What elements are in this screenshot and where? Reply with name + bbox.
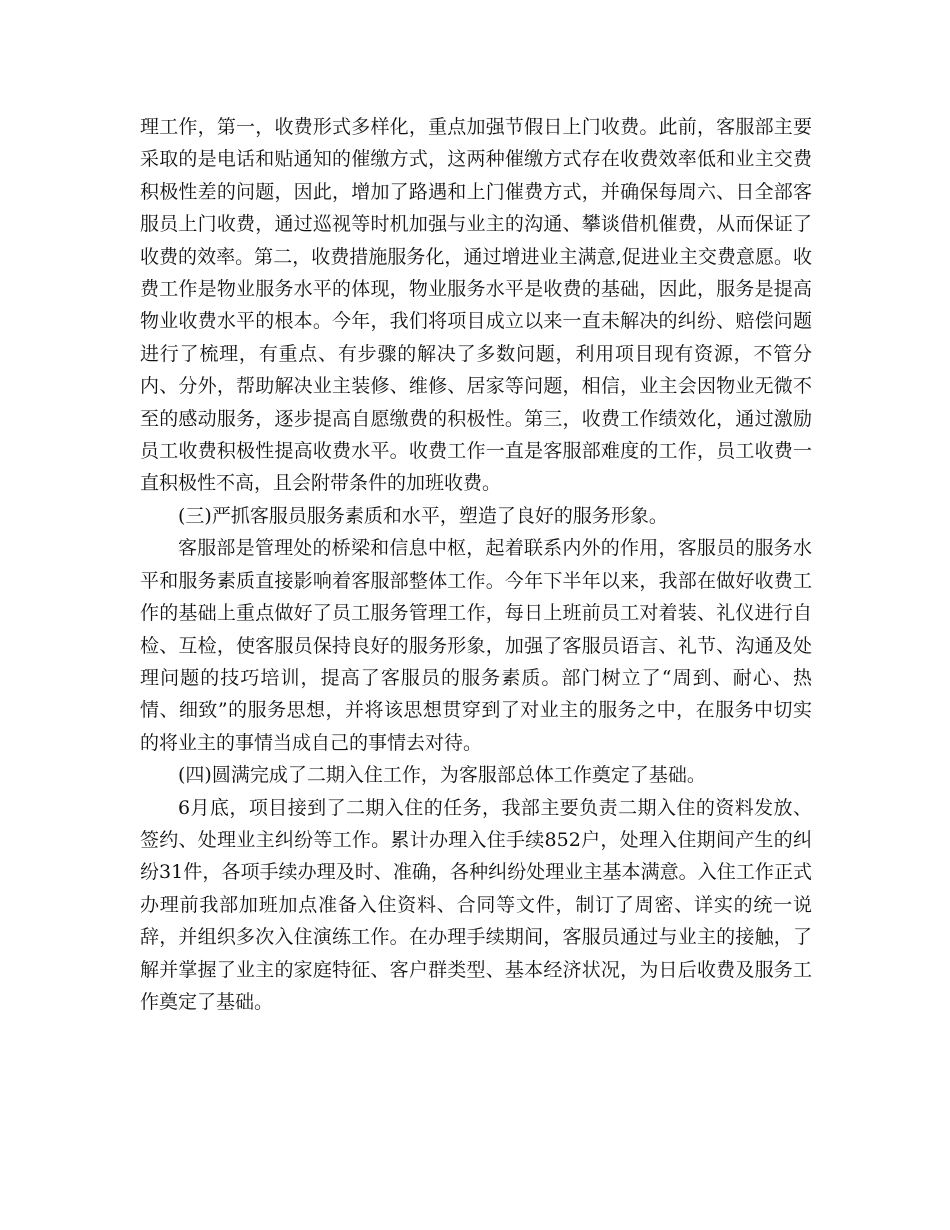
- paragraph-fee-collection: 理工作，第一，收费形式多样化，重点加强节假日上门收费。此前，客服部主要采取的是电话和贴通知的催缴方式，这两种催缴方式存在收费效率低和业主交费积极性差的问题，因此，增加了路遇和上门催费方式，并确保每周六、日全部客服员上门收费，通过巡视等时机加强与业主的沟通、攀谈借机催费，从而保证了收费的效率。第二，收费措施服务化，通过增进业主满意,促进业主交费意愿。收费工作是物业服务水平的体现，物业服务水平是收费的基础，因此，服务是提高物业收费水平的根本。今年，我们将项目成立以来一直未解决的纠纷、赔偿问题进行了梳理，有重点、有步骤的解决了多数问题，利用项目现有资源，不管分内、分外，帮助解决业主装修、维修、居家等问题，相信，业主会因物业无微不至的感动服务，逐步提高自愿缴费的积极性。第三，收费工作绩效化，通过激励员工收费积极性提高收费水平。收费工作一直是客服部难度的工作，员工收费一直积极性不高，且会附带条件的加班收费。: [140, 116, 812, 495]
- heading-section-three: (三)严抓客服员服务素质和水平，塑造了良好的服务形象。: [178, 504, 668, 527]
- heading-section-four: (四)圆满完成了二期入住工作，为客服部总体工作奠定了基础。: [178, 764, 706, 787]
- document-body: [140, 111, 812, 1018]
- paragraph-service-quality: 客服部是管理处的桥梁和信息中枢，起着联系内外的作用，客服员的服务水平和服务素质直接影响着客服部整体工作。今年下半年以来，我部在做好收费工作的基础上重点做好了员工服务管理工作，每日上班前员工对着装、礼仪进行自检、互检，使客服员保持良好的服务形象，加强了客服员语言、礼节、沟通及处理问题的技巧培训，提高了客服员的服务素质。部门树立了“周到、耐心、热情、细致”的服务思想，并将该思想贯穿到了对业主的服务之中，在服务中切实的将业主的事情当成自己的事情去对待。: [140, 537, 812, 754]
- paragraph-phase-two-move-in: 6月底，项目接到了二期入住的任务，我部主要负责二期入住的资料发放、签约、处理业主纠纷等工作。累计办理入住手续852户，处理入住期间产生的纠纷31件，各项手续办理及时、准确，各种纠纷处理业主基本满意。入住工作正式办理前我部加班加点准备入住资料、合同等文件，制订了周密、详实的统一说辞，并组织多次入住演练工作。在办理手续期间，客服员通过与业主的接触，了解并掌握了业主的家庭特征、客户群类型、基本经济状况，为日后收费及服务工作奠定了基础。: [140, 796, 812, 1013]
